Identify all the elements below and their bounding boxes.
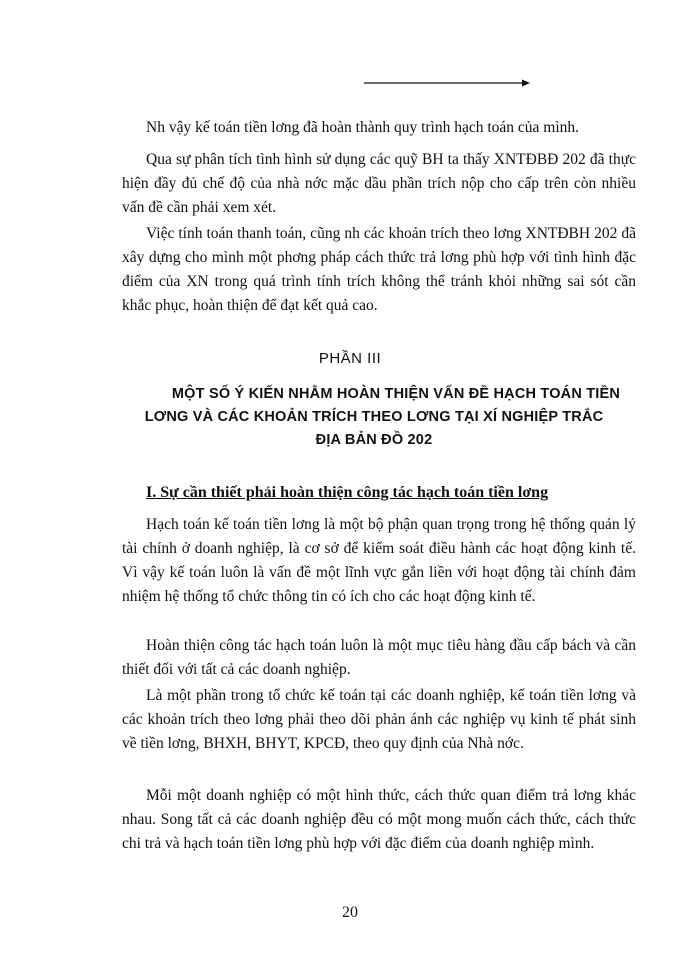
subsection-title: I. Sự cần thiết phải hoàn thiện công tác hạch toán tiền lơng bbox=[146, 484, 549, 501]
paragraph-3: Việc tính toán thanh toán, cũng nh các khoản trích theo lơng XNTĐBH 202 đã xây dựng cho mình một phơng pháp cách thức trả lơng phù hợp với tình hình đặc điểm của XN trong quá trình tính trích không thể tránh khỏi những sai sót cần khắc phục, hoàn thiện để đạt kết quả cao. bbox=[122, 225, 636, 314]
paragraph-4: Hạch toán kế toán tiền lơng là một bộ phận quan trọng trong hệ thống quản lý tài chính ở doanh nghiệp, là cơ sở để kiểm soát điều hành các hoạt động kinh tế. Vì vậy kế toán luôn là vấn đề một lĩnh vực gắn liền với hoạt động tài chính đảm nhiệm hệ thống tổ chức thông tin có ích cho các hoạt động kinh tế. bbox=[122, 516, 636, 605]
section-heading-line-2: LƠNG VÀ CÁC KHOẢN TRÍCH THEO LƠNG TẠI XÍ NGHIỆP TRẮC bbox=[144, 409, 604, 425]
section-heading-line-3: ĐỊA BẢN ĐỒ 202 bbox=[315, 432, 433, 448]
page-number: 20 bbox=[342, 904, 358, 921]
paragraph-6: Là một phần trong tổ chức kế toán tại các doanh nghiệp, kế toán tiền lơng và các khoản trích theo lơng phải theo dõi phản ánh các nghiệp vụ kinh tế phát sinh về tiền lơng, BHXH, BHYT, KPCĐ, theo quy định của Nhà nớc. bbox=[122, 687, 636, 752]
arrow-right-icon bbox=[364, 79, 530, 87]
part-label: PHẦN III bbox=[318, 350, 382, 367]
paragraph-5: Hoàn thiện công tác hạch toán luôn là một mục tiêu hàng đầu cấp bách và cần thiết đối với tất cả các doanh nghiệp. bbox=[122, 637, 636, 678]
section-heading-line-1: MỘT SỐ Ý KIẾN NHẰM HOÀN THIỆN VẤN ĐỀ HẠCH TOÁN TIỀN bbox=[171, 386, 621, 402]
paragraph-2: Qua sự phân tích tình hình sử dụng các quỹ BH ta thấy XNTĐBĐ 202 đã thực hiện đầy đủ chế độ của nhà nớc mặc dầu phần trích nộp cho cấp trên còn nhiều vấn đề cần phải xem xét. bbox=[122, 151, 636, 216]
paragraph-1: Nh vậy kế toán tiền lơng đã hoàn thành quy trình hạch toán của mình. bbox=[146, 119, 580, 136]
paragraph-7: Mỗi một doanh nghiệp có một hình thức, cách thức quan điểm trả lơng khác nhau. Song tất cả các doanh nghiệp đều có một mong muốn cách thức, cách thức chi trả và hạch toán tiền lơng phù hợp với đặc điểm của doanh nghiệp mình. bbox=[122, 787, 636, 852]
